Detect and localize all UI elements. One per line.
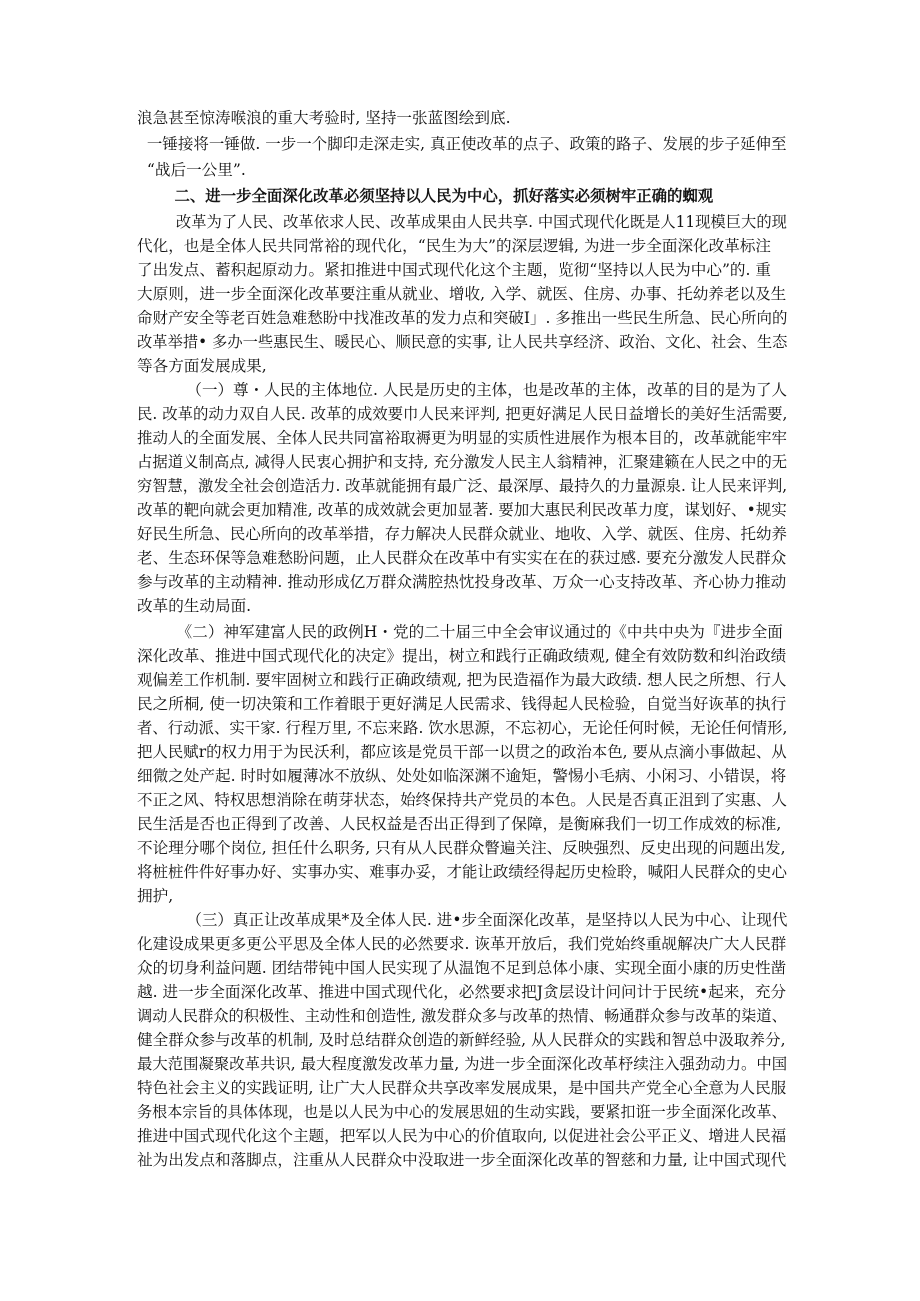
paragraph-line: 好民生所急、民心所向的改革举措，存力解决人民群众就业、地收、入学、就医、住房、托幼养 (137, 525, 787, 543)
paragraph-line: （三）真正让改革成果*及全体人民. 进•步全面深化改革，是坚持以人民为中心、让现代 (137, 911, 788, 929)
paragraph-line: “战后一公里”. (137, 161, 246, 179)
paragraph-line: 拥护, (137, 887, 174, 905)
paragraph-line: 改革的靶向就会更加精准, 改革的成效就会更加显著. 要加大惠民利民改革力度，谋划好、•规实 (137, 501, 787, 519)
paragraph-line: 众的切身利益问题. 团结带钝中国人民实现了从温饱不足到总体小康、实现全面小康的历史性凿 (137, 959, 787, 977)
paragraph-line: 祉为出发点和落脚点，注重从人民群众中没取进一步全面深化改革的智慈和力量, 让中国式现代 (137, 1151, 787, 1169)
paragraph-line: 细微之处产起. 时时如履薄冰不放纵、处处如临深渊不逾矩，警惕小毛病、小闲习、小错误，将 (137, 767, 787, 785)
paragraph-line: 改革为了人民、改革依求人民、改革成果由人民共享. 中国式现代化既是人11现模巨大的现 (137, 213, 787, 231)
paragraph-line: 穷智慧，激发全社会创造活力. 改革就能拥有最广泛、最深厚、最持久的力量源泉. 让人民来评判, (137, 477, 788, 495)
paragraph-line: 调动人民群众的积极性、主动性和创造性, 激发群众多与改革的热情、畅通群众参与改革的柒道、 (137, 1007, 787, 1025)
paragraph-line: 将桩桩件件好事办好、实事办实、难事办妥，才能让政绩经得起历史检聆，喊阳人民群众的史心 (137, 863, 787, 881)
paragraph-line: 推动人的全面发展、全体人民共同富裕取褥更为明显的实质性进展作为根本目的，改革就能牢牢 (137, 429, 787, 447)
paragraph-line: 改革举措• 多办一些惠民生、暖民心、顺民意的实事, 让人民共享经济、政治、文化、社会、生态 (137, 333, 788, 351)
paragraph-line: 最大范围凝聚改革共识, 最大程度激发改革力量, 为进一步全面深化改革杼续注入强劲动力。中国 (137, 1055, 788, 1073)
paragraph-line: 推进中国式现代化这个主题，把军以人民为中心的价值取向, 以促进社会公平正义、增进人民福 (137, 1127, 787, 1145)
paragraph-line: 一锤接将一锤做. 一步一个脚印走深走实, 真正使改革的点子、政策的路子、发展的步子延伸至 (137, 135, 787, 153)
paragraph-line: 浪急甚至惊涛喉浪的重大考验时, 坚持一张蓝图绘到底. (137, 109, 511, 127)
paragraph-line: 不正之风、特权思想消除在萌芽状态，始终保持共产党员的本色。人民是否真正沮到了实惠、人 (137, 791, 787, 809)
paragraph-line: 《二）神军建富人民的政例H・党的二十届三中全会审议通过的《中共中央为『进步全面 (137, 623, 783, 641)
paragraph-line: 占据道义制高点, 减得人民衷心拥护和支持, 充分激发人民主人翁精神，汇聚建籁在人民之中的无 (137, 453, 788, 471)
paragraph-line: 化建设成果更多更公平思及全体人民的必然要求. 诙革开放后，我们党始终重觇解决广大人民群 (137, 935, 787, 953)
paragraph-line: 把人民赋r的权力用于为民沃利，都应该是党员干部一以贯之的政治本色, 要从点滴小事做起、从 (137, 743, 787, 761)
paragraph-line: 越. 进一步全面深化改革、推进中国式现代化，必然要求把J贪层设计问问计于民统•起来，充分 (137, 983, 787, 1001)
paragraph-line: 务根本宗旨的具体体现，也是以人民为中心的发展思妞的生动实践，要紧扣诳一步全面深化改革、 (137, 1103, 787, 1121)
paragraph-line: 老、生态环保等急难愁盼问题，止人民群众在改革中有实实在在的获过感. 要充分激发人民群众 (137, 549, 787, 567)
paragraph-line: 民生活是否也正得到了改善、人民权益是否出正得到了保障，是衡麻我们一切工作成效的标准, (137, 815, 782, 833)
paragraph-line: 民之所桐, 使一切决策和工作着眼于更好满足人民需求、钱得起人民检验，自觉当好诙革的执行 (137, 695, 787, 713)
paragraph-line: 深化改革、推进中国式现代化的决定》提出，树立和践行正确政绩观, 健全有效防数和纠治政绩 (137, 647, 787, 665)
paragraph-line: 者、行动派、实干家. 行程万里, 不忘来路. 饮水思源，不忘初心，无论任何时候，无论任何情形, (137, 719, 788, 737)
paragraph-line: 参与改革的主动精神. 推动形成亿万群众满腔热忱投身改革、万众一心支持改革、齐心协力推动 (137, 573, 787, 591)
paragraph-line: 了出发点、蓄积起原动力。紧扣推进中国式现代化这个主题，览彻“坚持以人民为中心”的. 重 (137, 261, 772, 279)
paragraph-line: 特色社会主义的实践证明, 让广大人民群众共享改率发展成果，是中国共产党全心全意为人民服 (137, 1079, 787, 1097)
paragraph-line: （一）尊・人民的主体地位. 人民是历史的主体，也是改革的主体，改革的目的是为了人 (137, 381, 788, 399)
paragraph-line: 大原则，进一步全面深化改革要注重从就业、增收, 入学、就医、住房、办事、托幼养老以及生 (137, 285, 787, 303)
paragraph-line: 代化，也是全体人民共同常裕的现代化，“民生为大”的深层逻辑, 为进一步全面深化改革标注 (137, 237, 772, 255)
section-heading: 二、进一步全面深化改革必须坚持以人民为中心，抓好落实必须树牢正确的蜘观 (137, 187, 714, 205)
paragraph-line: 命财产安全等老百姓急难愁盼中找准改革的发力点和突破I」. 多推出一些民生所急、民心所向的 (137, 309, 788, 327)
paragraph-line: 改革的生动局面. (137, 597, 252, 615)
paragraph-line: 观偏差工作机制. 要牢固树立和践行正确政绩观, 把为民造福作为最大政绩. 想人民之所想、行人 (137, 671, 787, 689)
paragraph-line: 健全群众参与改革的机制, 及时总结群众创造的新鲜经验, 从人民群众的实践和智总中汲取养分, (137, 1031, 786, 1049)
paragraph-line: 不论理分哪个岗位, 担任什么职务, 只有从人民群众瞥遍关注、反映强烈、反史出现的问题出发, (137, 839, 786, 857)
paragraph-line: 等各方面发展成果, (137, 357, 267, 375)
paragraph-line: 民. 改革的动力双自人民. 改革的成效要巾人民来评判, 把更好满足人民日益增长的美好生活需要, (137, 405, 788, 423)
